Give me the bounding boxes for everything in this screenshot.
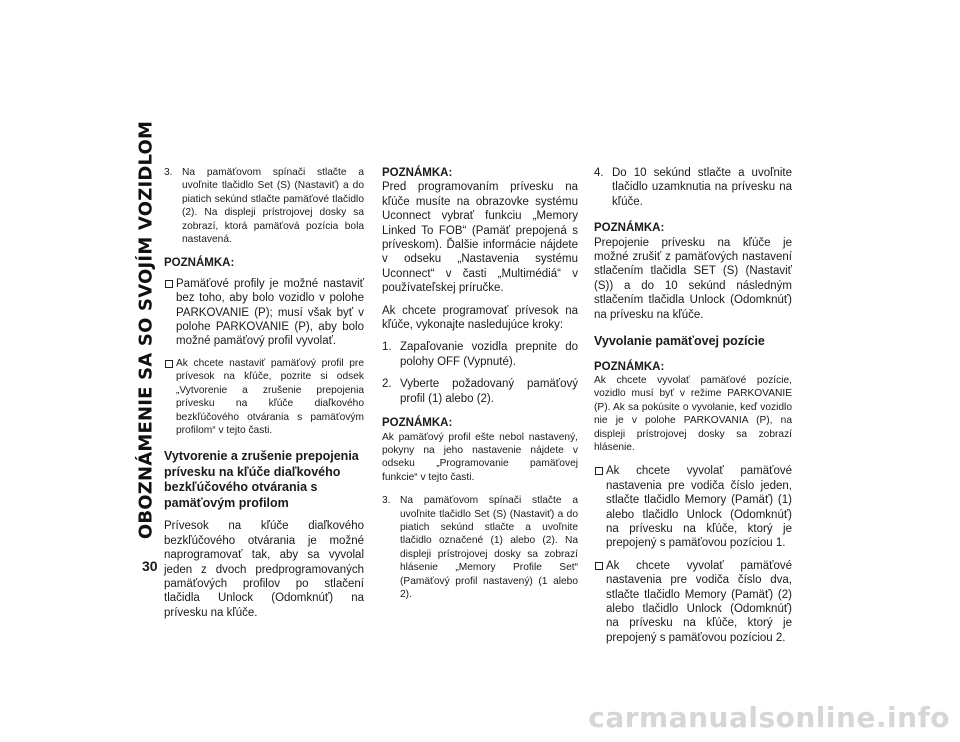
note-text: Prepojenie prívesku na kľúče je možné zrušiť z pamäťových nastavení stlačením tlačidla SET (S) (Nastaviť (S)) a do 10 sekúnd následným stlačením tlačidla Unlock (Odomknúť) na prívesku na kľúče.: [594, 236, 792, 321]
step-3-item: [164, 166, 364, 246]
column-1: [164, 166, 364, 620]
note-text: Pred programovaním prívesku na kľúče musíte na obrazovke systému Uconnect vybrať funkciu „Memory Linked To FOB“ (Pamäť prepojená s príveskom). Ďalšie informácie nájdete v odseku „Nastavenia systému Uconnect“ v časti „Multimédiá“ v používateľskej príručke.: [382, 181, 578, 295]
column-3: [594, 166, 792, 645]
watermark: carmanualsonline.info: [588, 701, 950, 734]
chapter-side-title: [128, 120, 164, 540]
step-2-item: [382, 377, 578, 406]
checkbox-bullet-icon: [164, 277, 176, 289]
step-text: Vyberte požadovaný pamäťový profil (1) alebo (2).: [400, 378, 578, 405]
bullet-text: Ak chcete vyvolať pamäťové nastavenia pre vodiča číslo jeden, stlačte tlačidlo Memory (Pamäť) (1) alebo tlačidlo Unlock (Odomknúť) na prívesku na kľúče, ktorý je prepojený s pamäťovou pozíciou 1.: [606, 465, 792, 550]
step-4-item: [594, 166, 792, 209]
bullet-item: [594, 464, 792, 550]
page-number: 30: [142, 558, 158, 574]
paragraph: Prívesok na kľúče diaľkového bezkľúčového otvárania je možné naprogramovať tak, aby sa vyvolal jeden z dvoch predprogramovaných pamäťových profilov po stlačení tlačidla Unlock (Odomknúť) na prívesku na kľúče.: [164, 520, 364, 619]
checkbox-bullet-icon: [164, 357, 176, 369]
column-2: [382, 166, 578, 601]
step-number: 4.: [594, 167, 604, 179]
step-1-item: [382, 340, 578, 369]
bullet-text: Pamäťové profily je možné nastaviť bez toho, aby bolo vozidlo v polohe PARKOVANIE (P); musí však byť v polohe PARKOVANIE (P), aby bolo možné pamäťový profil vyvolať.: [176, 277, 364, 348]
note-heading: POZNÁMKA:: [164, 257, 235, 270]
note-heading: POZNÁMKA:: [382, 167, 453, 179]
note-heading: POZNÁMKA:: [594, 222, 665, 235]
step-3-item: [382, 494, 578, 601]
step-number: 1.: [382, 341, 392, 354]
note-text: Ak chcete vyvolať pamäťové pozície, vozidlo musí byť v režime PARKOVANIE (P). Ak sa pokúsite o vyvolanie, keď vozidlo nie je v polohe PARKOVANIA (P), na displeji prístrojovej dosky sa zobrazí hlásenie.: [594, 374, 792, 453]
section-heading: Vyvolanie pamäťovej pozície: [594, 334, 765, 349]
checkbox-bullet-icon: [594, 559, 606, 571]
step-number: 3.: [382, 495, 391, 507]
paragraph: Ak chcete programovať prívesok na kľúče, vykonajte nasledujúce kroky:: [382, 304, 578, 332]
chapter-title-text: OBOZNÁMENIE SA SO SVOJÍM VOZIDLOM: [135, 120, 157, 540]
bullet-text: Ak chcete nastaviť pamäťový profil pre prívesok na kľúče, pozrite si odsek „Vytvorenie a zrušenie prepojenia prívesku na kľúče diaľkového bezkľúčového otvárania s pamäťovým profilom“ v tejto časti.: [176, 357, 364, 436]
step-number: 3.: [164, 167, 173, 178]
bullet-item: [594, 559, 792, 645]
step-number: 2.: [382, 378, 392, 391]
bullet-item: [164, 357, 364, 437]
bullet-item: [164, 277, 364, 349]
checkbox-bullet-icon: [594, 464, 606, 476]
note-heading: POZNÁMKA:: [382, 417, 453, 430]
note-heading: POZNÁMKA:: [594, 360, 665, 373]
step-text: Zapaľovanie vozidla prepnite do polohy OFF (Vypnuté).: [400, 341, 578, 368]
note-text: Ak pamäťový profil ešte nebol nastavený, pokyny na jeho nastavenie nájdete v odseku „Programovanie pamäťovej funkcie“ v tejto časti.: [382, 431, 578, 483]
section-heading: Vytvorenie a zrušenie prepojenia prívesku na kľúče diaľkového bezkľúčového otvárania s pamäťovým profilom: [164, 449, 359, 510]
bullet-text: Ak chcete vyvolať pamäťové nastavenia pre vodiča číslo dva, stlačte tlačidlo Memory (Pamäť) (2) alebo tlačidlo Unlock (Odomknúť) na prívesku na kľúče, ktorý je prepojený s pamäťovou pozíciou 2.: [606, 559, 792, 644]
step-text: Na pamäťovom spínači stlačte a uvoľnite tlačidlo Set (S) (Nastaviť) a do piatich sekúnd stlačte a uvoľnite tlačidlo označené (1) alebo (2). Na displeji prístrojovej dosky sa zobrazí hlásenie „Memory Profile Set“ (Pamäťový profil nastavený) (1 alebo 2).: [400, 495, 578, 600]
step-text: Na pamäťovom spínači stlačte a uvoľnite tlačidlo Set (S) (Nastaviť) a do piatich sekúnd stlačte pamäťové tlačidlo (2). Na displeji prístrojovej dosky sa zobrazí, ktorá pamäťová pozícia bola nastavená.: [182, 167, 364, 246]
step-text: Do 10 sekúnd stlačte a uvoľnite tlačidlo uzamknutia na prívesku na kľúče.: [612, 167, 792, 208]
